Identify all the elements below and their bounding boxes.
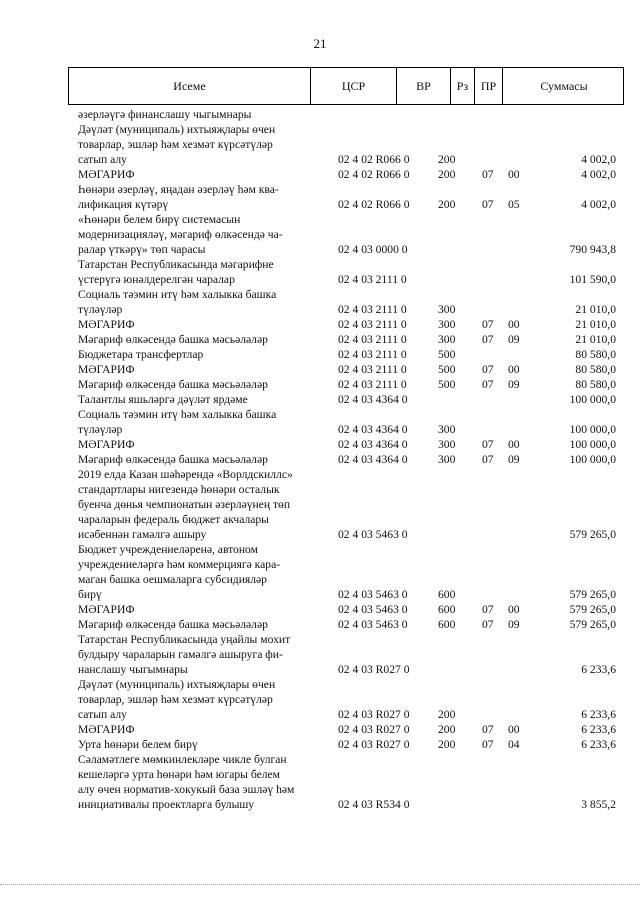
row-csr: 02 4 03 2111 0 bbox=[338, 318, 407, 331]
row-sum: 21 010,0 bbox=[575, 333, 616, 346]
header-vr: ВР bbox=[397, 68, 451, 104]
row-pr: 09 bbox=[508, 453, 520, 466]
row-csr: 02 4 03 0000 0 bbox=[338, 243, 408, 256]
row-sum: 6 233,6 bbox=[581, 708, 616, 721]
row-sum: 6 233,6 bbox=[581, 723, 616, 736]
row-csr: 02 4 03 4364 0 bbox=[338, 393, 408, 406]
row-name bbox=[78, 332, 322, 347]
row-name-line: стандартлары нигезендә һөнәри осталык bbox=[78, 483, 280, 496]
row-vr: 200 bbox=[438, 723, 456, 736]
row-vr: 200 bbox=[438, 198, 456, 211]
row-pr: 00 bbox=[508, 603, 520, 616]
table-row bbox=[78, 737, 624, 752]
row-csr: 02 4 03 2111 0 bbox=[338, 348, 407, 361]
row-name-line: МӘГАРИФ bbox=[78, 723, 135, 736]
row-sum: 579 265,0 bbox=[569, 588, 616, 601]
table-row bbox=[78, 287, 624, 317]
row-sum: 4 002,0 bbox=[581, 168, 616, 181]
row-vr: 300 bbox=[438, 423, 456, 436]
row-sum: 21 010,0 bbox=[575, 303, 616, 316]
row-name bbox=[78, 407, 322, 437]
table-row bbox=[78, 677, 624, 722]
row-vr: 200 bbox=[438, 708, 456, 721]
row-name bbox=[78, 437, 322, 452]
table-row bbox=[78, 407, 624, 437]
row-pr: 09 bbox=[508, 378, 520, 391]
row-name-line: түләүләр bbox=[78, 303, 123, 316]
table-row bbox=[78, 467, 624, 542]
row-csr: 02 4 03 4364 0 bbox=[338, 438, 408, 451]
row-name bbox=[78, 467, 322, 542]
row-name-line: әзерләүгә финанслашу чыгымнары bbox=[78, 108, 252, 121]
row-vr: 200 bbox=[438, 168, 456, 181]
header-csr: ЦСР bbox=[311, 68, 397, 104]
row-name bbox=[78, 632, 322, 677]
row-csr: 02 4 03 R027 0 bbox=[338, 738, 410, 751]
row-sum: 6 233,6 bbox=[581, 663, 616, 676]
row-rz: 07 bbox=[482, 618, 494, 631]
row-csr: 02 4 03 5463 0 bbox=[338, 528, 408, 541]
row-sum: 80 580,0 bbox=[575, 378, 616, 391]
row-name-line: маган башка оешмаларга субсидияләр bbox=[78, 573, 267, 586]
row-csr: 02 4 02 R066 0 bbox=[338, 153, 410, 166]
row-name-line: бирү bbox=[78, 588, 102, 601]
row-name-line: МӘГАРИФ bbox=[78, 363, 135, 376]
row-name-line: ралар үткәрү» төп чарасы bbox=[78, 243, 206, 256]
row-name-line: исәбеннән гамәлгә ашыру bbox=[78, 528, 207, 541]
row-name-line: товарлар, эшләр һәм хезмәт күрсәтүләр bbox=[78, 138, 273, 151]
row-name bbox=[78, 452, 322, 467]
table-row bbox=[78, 167, 624, 182]
row-pr: 04 bbox=[508, 738, 520, 751]
row-name-line: Мәгариф өлкәсендә башка мәсьәләләр bbox=[78, 378, 268, 391]
row-name-line: сатып алу bbox=[78, 153, 127, 166]
row-pr: 09 bbox=[508, 333, 520, 346]
row-sum: 100 000,0 bbox=[569, 393, 616, 406]
row-name bbox=[78, 212, 322, 257]
row-name-line: Социаль тәэмин итү һәм халыкка башка bbox=[78, 408, 277, 421]
header-pr: ПР bbox=[475, 68, 503, 104]
row-sum: 100 000,0 bbox=[569, 438, 616, 451]
table-row bbox=[78, 257, 624, 287]
table-row bbox=[78, 212, 624, 257]
table-row bbox=[78, 332, 624, 347]
row-name-line: кешеләргә урта һөнәри һәм югары белем bbox=[78, 768, 281, 781]
table-row bbox=[78, 437, 624, 452]
row-name-line: Талантлы яшьләргә дәүләт ярдәме bbox=[78, 393, 248, 406]
row-rz: 07 bbox=[482, 453, 494, 466]
row-name bbox=[78, 317, 322, 332]
row-name-line: Мәгариф өлкәсендә башка мәсьәләләр bbox=[78, 333, 268, 346]
row-name-line: Татарстан Республикасында уңайлы мохит bbox=[78, 633, 291, 646]
row-name-line: чараларын федераль бюджет акчалары bbox=[78, 513, 269, 526]
row-csr: 02 4 03 5463 0 bbox=[338, 618, 408, 631]
row-name-line: учреждениеләргә һәм коммерциягә кара- bbox=[78, 558, 281, 571]
row-rz: 07 bbox=[482, 738, 494, 751]
row-vr: 300 bbox=[438, 438, 456, 451]
row-vr: 600 bbox=[438, 603, 456, 616]
row-name bbox=[78, 107, 322, 122]
row-name bbox=[78, 377, 322, 392]
row-csr: 02 4 03 5463 0 bbox=[338, 603, 408, 616]
row-name bbox=[78, 617, 322, 632]
row-vr: 500 bbox=[438, 363, 456, 376]
row-sum: 6 233,6 bbox=[581, 738, 616, 751]
row-csr: 02 4 02 R066 0 bbox=[338, 198, 410, 211]
header-name: Исеме bbox=[69, 68, 311, 104]
header-rz: Рз bbox=[451, 68, 475, 104]
row-csr: 02 4 03 2111 0 bbox=[338, 378, 407, 391]
row-name-line: Мәгариф өлкәсендә башка мәсьәләләр bbox=[78, 618, 268, 631]
row-name-line: буенча дөнья чемпионатын әзерләүнең төп bbox=[78, 498, 291, 511]
row-name-line: Дәүләт (муниципаль) ихтыяҗлары өчен bbox=[78, 123, 276, 136]
row-rz: 07 bbox=[482, 363, 494, 376]
row-rz: 07 bbox=[482, 318, 494, 331]
row-name-line: Социаль тәэмин итү һәм халыкка башка bbox=[78, 288, 277, 301]
row-name-line: МӘГАРИФ bbox=[78, 603, 135, 616]
table-row bbox=[78, 377, 624, 392]
row-sum: 101 590,0 bbox=[569, 273, 616, 286]
row-name bbox=[78, 167, 322, 182]
row-name-line: булдыру чараларын гамәлгә ашыруга фи- bbox=[78, 648, 283, 661]
table-row bbox=[78, 452, 624, 467]
row-sum: 579 265,0 bbox=[569, 528, 616, 541]
row-name-line: товарлар, эшләр һәм хезмәт күрсәтүләр bbox=[78, 693, 273, 706]
row-rz: 07 bbox=[482, 603, 494, 616]
row-vr: 200 bbox=[438, 153, 456, 166]
row-name bbox=[78, 737, 322, 752]
row-csr: 02 4 03 4364 0 bbox=[338, 453, 408, 466]
row-name-line: сатып алу bbox=[78, 708, 127, 721]
table-row bbox=[78, 752, 624, 812]
row-name-line: «Һөнәри белем бирү системасын bbox=[78, 213, 241, 226]
table-row bbox=[78, 722, 624, 737]
table-row bbox=[78, 632, 624, 677]
row-name bbox=[78, 677, 322, 722]
table-row bbox=[78, 542, 624, 602]
row-csr: 02 4 03 4364 0 bbox=[338, 423, 408, 436]
row-name bbox=[78, 722, 322, 737]
row-csr: 02 4 03 2111 0 bbox=[338, 333, 407, 346]
row-name-line: МӘГАРИФ bbox=[78, 438, 135, 451]
row-csr: 02 4 03 2111 0 bbox=[338, 273, 407, 286]
row-rz: 07 bbox=[482, 168, 494, 181]
row-vr: 500 bbox=[438, 378, 456, 391]
row-vr: 300 bbox=[438, 303, 456, 316]
row-name-line: нанслашу чыгымнары bbox=[78, 663, 188, 676]
row-name bbox=[78, 392, 322, 407]
row-name-line: үстерүгә юнәлдерелгән чаралар bbox=[78, 273, 235, 286]
row-rz: 07 bbox=[482, 438, 494, 451]
row-name-line: алу өчен норматив-хокукый база эшләү һәм bbox=[78, 783, 295, 796]
table-row bbox=[78, 317, 624, 332]
row-name bbox=[78, 287, 322, 317]
row-name-line: Бюджетара трансфертлар bbox=[78, 348, 204, 361]
row-rz: 07 bbox=[482, 723, 494, 736]
row-rz: 07 bbox=[482, 378, 494, 391]
row-vr: 600 bbox=[438, 618, 456, 631]
row-name-line: түләүләр bbox=[78, 423, 123, 436]
row-pr: 00 bbox=[508, 363, 520, 376]
row-name bbox=[78, 347, 322, 362]
row-sum: 579 265,0 bbox=[569, 618, 616, 631]
row-csr: 02 4 03 2111 0 bbox=[338, 363, 407, 376]
row-sum: 80 580,0 bbox=[575, 363, 616, 376]
budget-table-body bbox=[78, 107, 624, 812]
row-vr: 200 bbox=[438, 738, 456, 751]
row-csr: 02 4 03 5463 0 bbox=[338, 588, 408, 601]
row-sum: 4 002,0 bbox=[581, 153, 616, 166]
page-number: 21 bbox=[313, 36, 327, 51]
row-sum: 80 580,0 bbox=[575, 348, 616, 361]
row-sum: 21 010,0 bbox=[575, 318, 616, 331]
table-row bbox=[78, 347, 624, 362]
row-name bbox=[78, 542, 322, 602]
row-csr: 02 4 03 R534 0 bbox=[338, 798, 410, 811]
table-row bbox=[78, 362, 624, 377]
table-row bbox=[78, 182, 624, 212]
table-row bbox=[78, 602, 624, 617]
table-row bbox=[78, 107, 624, 122]
table-row bbox=[78, 122, 624, 167]
row-name-line: лификация күтәрү bbox=[78, 198, 169, 211]
row-name bbox=[78, 752, 322, 812]
row-name-line: Урта һөнәри белем бирү bbox=[78, 738, 198, 751]
table-row bbox=[78, 392, 624, 407]
row-csr: 02 4 03 R027 0 bbox=[338, 663, 410, 676]
row-sum: 100 000,0 bbox=[569, 453, 616, 466]
row-name-line: МӘГАРИФ bbox=[78, 168, 135, 181]
row-vr: 600 bbox=[438, 588, 456, 601]
row-sum: 100 000,0 bbox=[569, 423, 616, 436]
row-name-line: модернизацияләү, мәгариф өлкәсендә ча- bbox=[78, 228, 283, 241]
row-sum: 790 943,8 bbox=[569, 243, 616, 256]
row-name-line: Һөнәри әзерләү, яңадан әзерләү һәм ква- bbox=[78, 183, 279, 196]
row-pr: 05 bbox=[508, 198, 520, 211]
row-vr: 300 bbox=[438, 453, 456, 466]
row-rz: 07 bbox=[482, 198, 494, 211]
row-sum: 579 265,0 bbox=[569, 603, 616, 616]
row-vr: 300 bbox=[438, 333, 456, 346]
page-bottom-rule bbox=[0, 884, 640, 885]
row-name bbox=[78, 602, 322, 617]
row-name bbox=[78, 122, 322, 167]
row-name-line: Дәүләт (муниципаль) ихтыяҗлары өчен bbox=[78, 678, 276, 691]
row-pr: 00 bbox=[508, 438, 520, 451]
header-sum: Суммасы bbox=[540, 79, 588, 93]
table-row bbox=[78, 617, 624, 632]
table-header bbox=[68, 67, 624, 105]
row-name bbox=[78, 182, 322, 212]
row-name-line: Татарстан Республикасында мәгарифне bbox=[78, 258, 274, 271]
row-csr: 02 4 03 2111 0 bbox=[338, 303, 407, 316]
row-vr: 300 bbox=[438, 318, 456, 331]
row-name-line: Сәламәтлеге мөмкинлекләре чикле булган bbox=[78, 753, 287, 766]
row-pr: 09 bbox=[508, 618, 520, 631]
row-name bbox=[78, 362, 322, 377]
row-pr: 00 bbox=[508, 723, 520, 736]
row-name-line: инициативалы проектларга булышу bbox=[78, 798, 255, 811]
row-vr: 500 bbox=[438, 348, 456, 361]
row-name-line: Бюджет учреждениеләренә, автоном bbox=[78, 543, 258, 556]
row-rz: 07 bbox=[482, 333, 494, 346]
row-sum: 3 855,2 bbox=[581, 798, 616, 811]
row-name-line: 2019 елда Казан шәһәрендә «Ворлдскиллс» bbox=[78, 468, 293, 481]
row-csr: 02 4 02 R066 0 bbox=[338, 168, 410, 181]
row-pr: 00 bbox=[508, 318, 520, 331]
row-name-line: МӘГАРИФ bbox=[78, 318, 135, 331]
row-csr: 02 4 03 R027 0 bbox=[338, 708, 410, 721]
row-csr: 02 4 03 R027 0 bbox=[338, 723, 410, 736]
row-pr: 00 bbox=[508, 168, 520, 181]
row-name-line: Мәгариф өлкәсендә башка мәсьәләләр bbox=[78, 453, 268, 466]
row-sum: 4 002,0 bbox=[581, 198, 616, 211]
row-name bbox=[78, 257, 322, 287]
